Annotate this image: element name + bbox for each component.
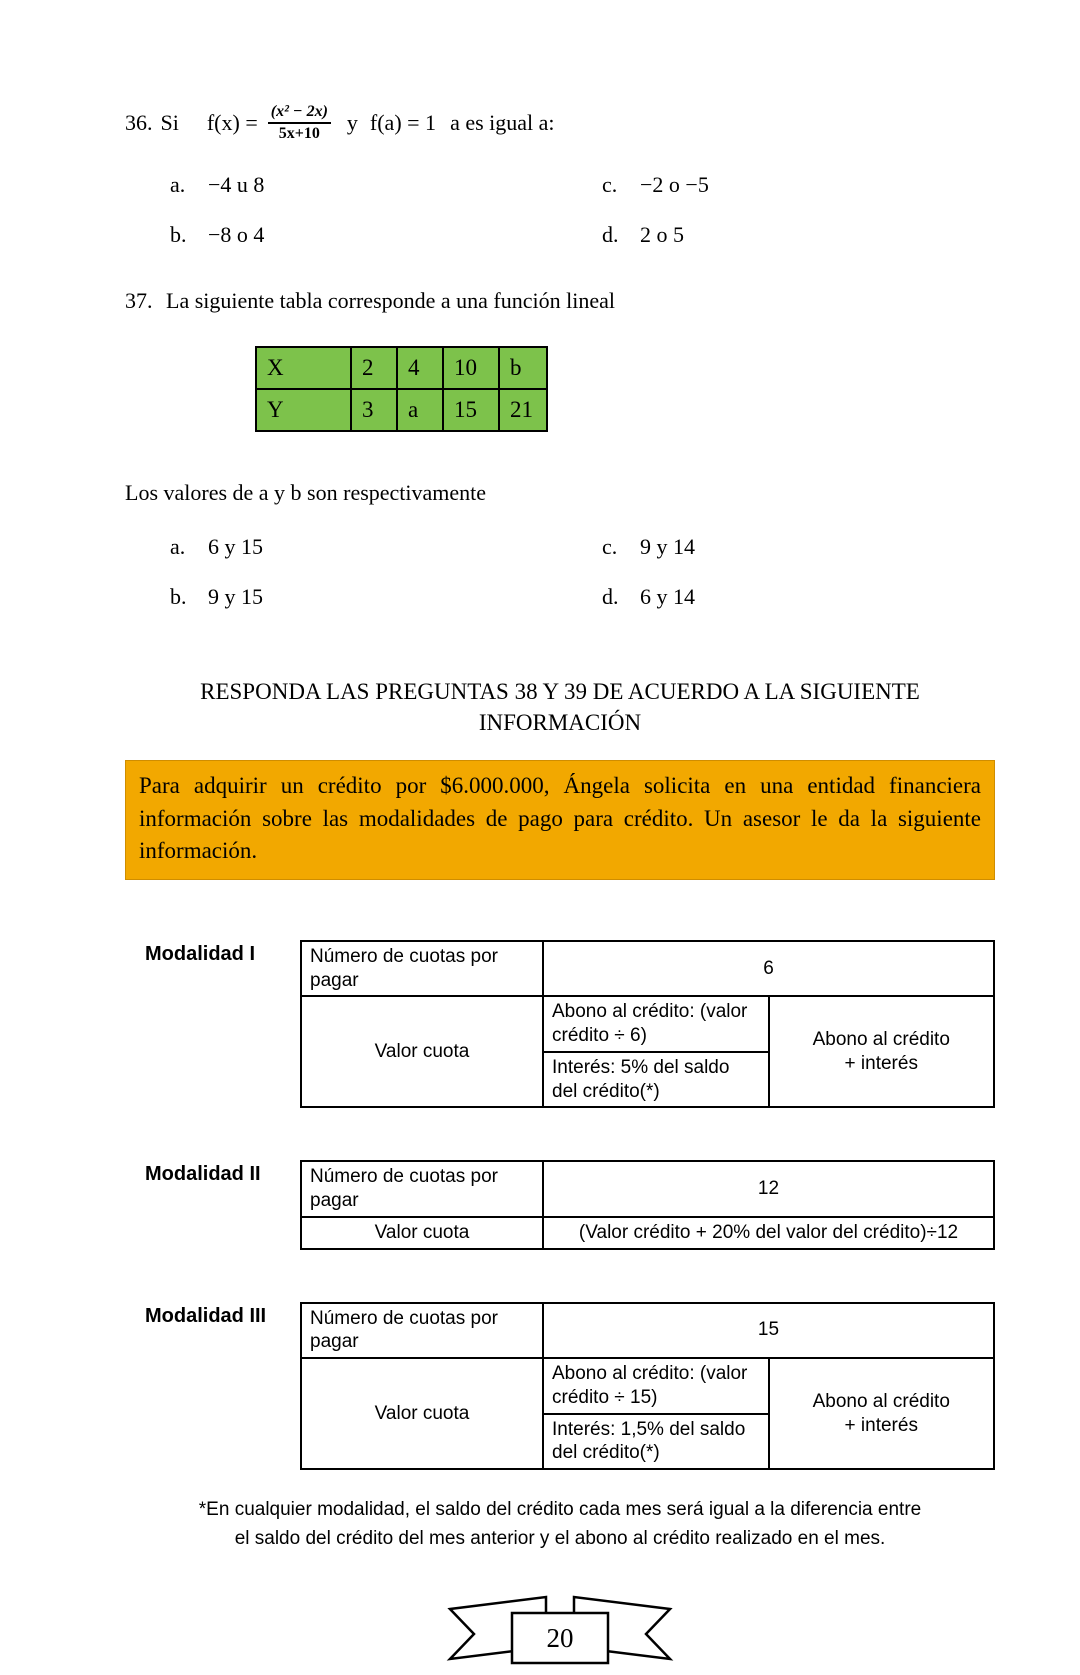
page-number: 20 [546, 1622, 574, 1653]
option-text: 6 y 14 [640, 583, 695, 609]
table-row [301, 1161, 994, 1217]
option-label: d. [602, 221, 619, 247]
option-label: a. [170, 171, 186, 197]
question-37-prompt: Los valores de a y b son respectivamente [125, 479, 487, 505]
option-c [602, 172, 995, 198]
option-label: c. [602, 171, 618, 197]
cell-x4: b [499, 347, 547, 389]
section-heading-line1: RESPONDA LAS PREGUNTAS 38 Y 39 DE ACUERDO A LA SIGUIENTE [200, 678, 920, 704]
question-36-options [170, 172, 995, 248]
cuotas-label: Número de cuotas por pagar [301, 1161, 543, 1217]
question-37-text: La siguiente tabla corresponde a una función lineal [166, 287, 615, 313]
info-box: Para adquirir un crédito por $6.000.000, Ángela solicita en una entidad financiera información sobre las modalidades de pago para crédito. Un asesor le da la siguiente información. [125, 760, 995, 880]
cuotas-value: 15 [543, 1303, 994, 1359]
question-36-statement [125, 103, 995, 144]
option-label: c. [602, 533, 618, 559]
function-notation: f(x) = [206, 110, 258, 136]
valor-cuota-label: Valor cuota [301, 1358, 543, 1469]
option-label: b. [170, 583, 187, 609]
total-formula [769, 996, 995, 1107]
footnote-line1: *En cualquier modalidad, el saldo del crédito cada mes será igual a la diferencia entre [198, 1499, 922, 1521]
modalidad-2-table [300, 1160, 995, 1249]
option-d [602, 584, 995, 610]
modalidad-2-section [125, 1160, 995, 1249]
question-36-number: 36. [125, 110, 153, 136]
table-row [301, 941, 994, 997]
valor-cuota-label: Valor cuota [301, 1217, 543, 1249]
table-row [301, 996, 994, 1052]
interes-formula: Interés: 1,5% del saldo del crédito(*) [543, 1414, 769, 1470]
cell-y1: 3 [351, 389, 397, 431]
option-text: 9 y 14 [640, 533, 695, 559]
cell-y2: a [397, 389, 443, 431]
function-value: f(a) = 1 [369, 110, 437, 136]
fraction-expression [268, 103, 331, 144]
table-row [301, 1358, 994, 1414]
option-text: −8 o 4 [208, 221, 265, 247]
abono-formula: Abono al crédito: (valor crédito ÷ 6) [543, 996, 769, 1052]
option-a [170, 172, 602, 198]
modalidad-3-table [300, 1302, 995, 1471]
option-d [602, 222, 995, 248]
option-text: −4 u 8 [208, 171, 265, 197]
modalidad-3-title: Modalidad III [145, 1304, 267, 1327]
section-heading [125, 676, 995, 738]
valor-cuota-label: Valor cuota [301, 996, 543, 1107]
total-line2: + interés [844, 1052, 918, 1074]
total-line1: Abono al crédito [812, 1029, 950, 1051]
cell-y-header: Y [256, 389, 351, 431]
linear-function-table [255, 346, 548, 432]
option-label: a. [170, 533, 186, 559]
option-text: −2 o −5 [640, 171, 709, 197]
modalidad-3-section [125, 1302, 995, 1471]
interes-formula: Interés: 5% del saldo del crédito(*) [543, 1052, 769, 1108]
question-36-lead: Si [160, 110, 179, 136]
table-row [301, 1217, 994, 1249]
cell-y3: 15 [443, 389, 499, 431]
table-row-y [256, 389, 547, 431]
modalidad-1-title: Modalidad I [145, 942, 255, 965]
option-label: d. [602, 583, 619, 609]
valor-cuota-formula: (Valor crédito + 20% del valor del crédito)÷12 [543, 1217, 994, 1249]
cell-x-header: X [256, 347, 351, 389]
option-text: 2 o 5 [640, 221, 684, 247]
cell-y4: 21 [499, 389, 547, 431]
modalidad-1-table [300, 940, 995, 1109]
table-row [301, 1303, 994, 1359]
total-line2: + interés [844, 1414, 918, 1436]
modalidad-2-title: Modalidad II [145, 1163, 261, 1186]
question-37-options [170, 534, 995, 610]
option-label: b. [170, 221, 187, 247]
option-a [170, 534, 602, 560]
cuotas-label: Número de cuotas por pagar [301, 1303, 543, 1359]
fraction-numerator: (x² − 2x) [268, 103, 331, 124]
total-formula [769, 1358, 995, 1469]
question-37-statement [125, 288, 995, 314]
option-text: 6 y 15 [208, 533, 263, 559]
cell-x2: 4 [397, 347, 443, 389]
page-ribbon [440, 1591, 680, 1675]
cell-x3: 10 [443, 347, 499, 389]
option-b [170, 584, 602, 610]
option-c [602, 534, 995, 560]
abono-formula: Abono al crédito: (valor crédito ÷ 15) [543, 1358, 769, 1414]
option-text: 9 y 15 [208, 583, 263, 609]
option-b [170, 222, 602, 248]
fraction-denominator: 5x+10 [278, 125, 320, 143]
question-36-tail: a es igual a: [450, 110, 555, 136]
footnote-line2: el saldo del crédito del mes anterior y el abono al crédito realizado en el mes. [234, 1527, 886, 1549]
table-row-x [256, 347, 547, 389]
modalidad-1-section [125, 940, 995, 1109]
cell-x1: 2 [351, 347, 397, 389]
cuotas-label: Número de cuotas por pagar [301, 941, 543, 997]
section-heading-line2: INFORMACIÓN [478, 709, 642, 735]
total-line1: Abono al crédito [812, 1390, 950, 1412]
conjunction: y [346, 110, 358, 136]
cuotas-value: 12 [543, 1161, 994, 1217]
cuotas-value: 6 [543, 941, 994, 997]
question-37-number: 37. [125, 287, 153, 313]
